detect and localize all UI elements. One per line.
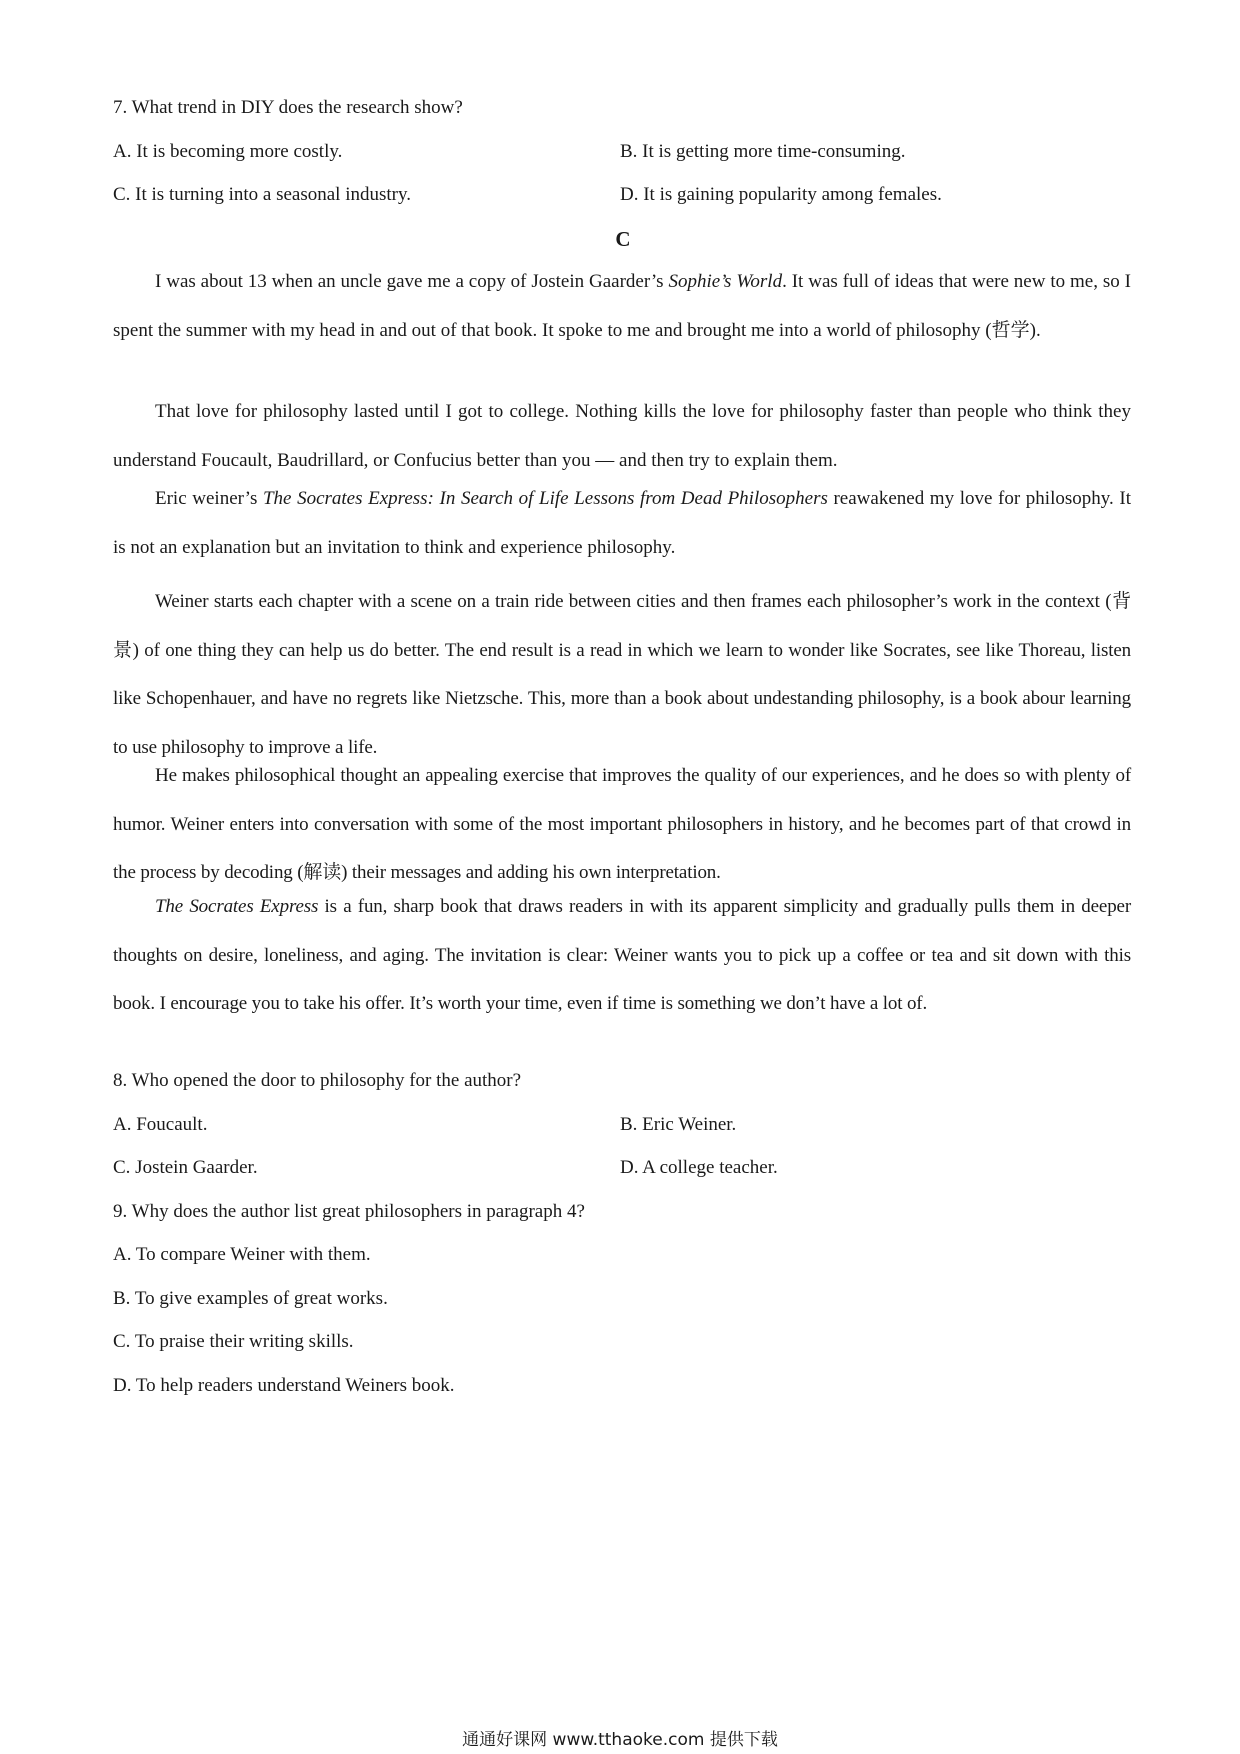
- passage-paragraph-2: That love for philosophy lasted until I got to college. Nothing kills the love for philosophy faster than people who think they understand Foucault, Baudrillard, or Confucius better than you — and then try to explain them.: [113, 401, 1131, 471]
- passage-paragraph-1: I was about 13 when an uncle gave me a copy of Jostein Gaarder’s Sophie’s World. It was full of ideas that were new to me, so I spent the summer with my head in and out of that book. It spoke to me and brought me into a world of philosophy (哲学).: [113, 271, 1131, 341]
- passage-paragraph-3: Eric weiner’s The Socrates Express: In Search of Life Lessons from Dead Philosophers reawakened my love for philosophy. It is not an explanation but an invitation to think and experience philosophy.: [113, 488, 1131, 558]
- q7-option-d: D. It is gaining popularity among females.: [620, 184, 942, 205]
- q8-option-a: A. Foucault.: [113, 1114, 208, 1135]
- section-heading: C: [615, 227, 631, 251]
- passage-paragraph-6: The Socrates Express is a fun, sharp book that draws readers in with its apparent simplicity and gradually pulls them in deeper thoughts on desire, loneliness, and aging. The invitation is clear: Weiner wants you to pick up a coffee or tea and sit down with this book. I encourage you to take his offer. It’s worth your time, even if time is something we don’t have a lot of.: [113, 896, 1131, 1014]
- book-title-socrates-express: The Socrates Express: [155, 896, 319, 917]
- q9-option-b: B. To give examples of great works.: [113, 1288, 388, 1309]
- question-9: 9. Why does the author list great philosophers in paragraph 4?: [113, 1201, 585, 1222]
- passage-paragraph-5: He makes philosophical thought an appealing exercise that improves the quality of our experiences, and he does so with plenty of humor. Weiner enters into conversation with some of the most important philosophers in history, and he becomes part of that crowd in the process by decoding (解读) their messages and adding his own interpretation.: [113, 765, 1131, 883]
- q8-option-b: B. Eric Weiner.: [620, 1114, 737, 1135]
- q9-option-d: D. To help readers understand Weiners book.: [113, 1375, 455, 1396]
- q7-option-c: C. It is turning into a seasonal industry.: [113, 184, 411, 205]
- question-8: 8. Who opened the door to philosophy for the author?: [113, 1070, 522, 1091]
- footer-watermark: 通通好课网 www.tthaoke.com 提供下载: [462, 1730, 778, 1750]
- question-7: 7. What trend in DIY does the research show?: [113, 97, 463, 118]
- book-title-sophies-world: Sophie’s World: [668, 271, 783, 292]
- q7-option-b: B. It is getting more time-consuming.: [620, 141, 906, 162]
- q9-option-a: A. To compare Weiner with them.: [113, 1244, 371, 1265]
- book-title-socrates-express-full: The Socrates Express: In Search of Life Lessons from Dead Philosophers: [262, 488, 828, 509]
- passage-paragraph-4: Weiner starts each chapter with a scene on a train ride between cities and then frames each philosopher’s work in the context (背景) of one thing they can help us do better. The end result is a read in which we learn to wonder like Socrates, see like Thoreau, listen like Schopenhauer, and have no regrets like Nietzsche. This, more than a book about undestanding philosophy, is a book abour learning to use philosophy to improve a life.: [113, 591, 1131, 758]
- q9-option-c: C. To praise their writing skills.: [113, 1331, 354, 1352]
- q8-option-d: D. A college teacher.: [620, 1157, 778, 1178]
- q8-option-c: C. Jostein Gaarder.: [113, 1157, 258, 1178]
- q7-option-a: A. It is becoming more costly.: [113, 141, 343, 162]
